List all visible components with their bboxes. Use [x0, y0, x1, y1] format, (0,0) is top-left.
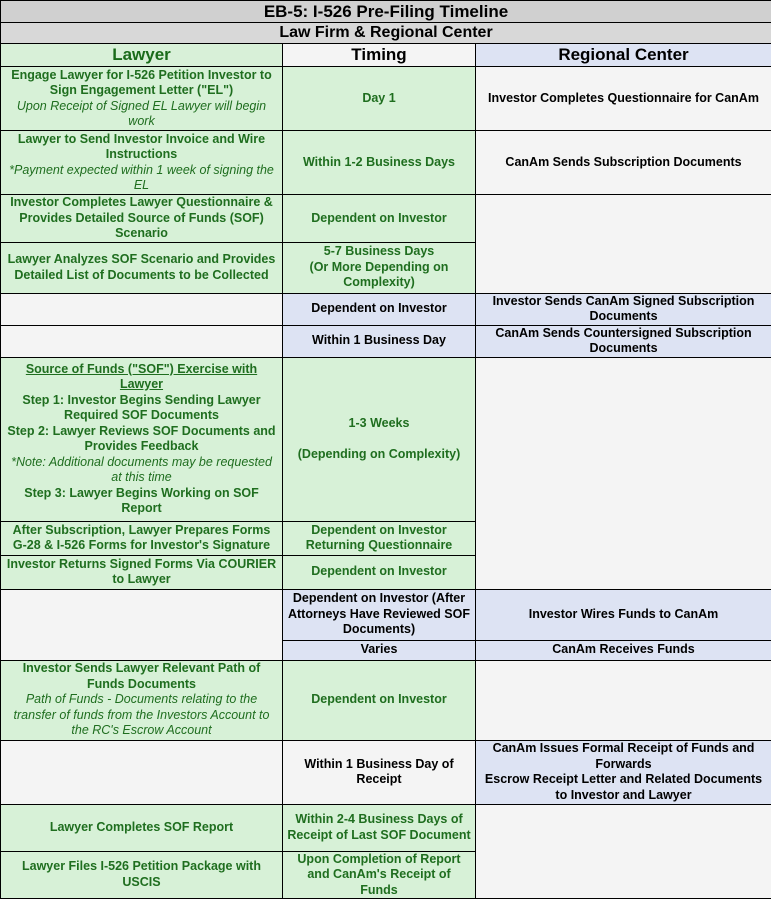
rc-cell: Investor Wires Funds to CanAm: [476, 589, 771, 640]
table-row: [1, 357, 771, 521]
table-row: [1, 660, 771, 740]
page-title: EB-5: I-526 Pre-Filing Timeline: [1, 1, 771, 23]
table-row: [1, 67, 771, 131]
lawyer-cell-empty: [1, 293, 283, 325]
lawyer-cell: After Subscription, Lawyer Prepares Forms G-28 & I-526 Forms for Investor's Signature: [1, 521, 283, 555]
timing-cell: Within 1 Business Day: [283, 325, 476, 357]
timing-cell: Dependent on Investor (After Attorneys Have Reviewed SOF Documents): [283, 589, 476, 640]
timing-cell: Dependent on Investor Returning Questionnaire: [283, 521, 476, 555]
lawyer-cell-empty: [1, 740, 283, 804]
timing-value: 5-7 Business Days: [323, 244, 435, 259]
lawyer-task: Investor Sends Lawyer Relevant Path of Funds Documents: [22, 661, 261, 691]
lawyer-note: Upon Receipt of Signed EL Lawyer will begin work: [16, 98, 267, 128]
timing-cell: Day 1: [283, 67, 476, 131]
timing-detail: (Depending on Complexity): [297, 446, 461, 461]
timing-cell: Varies: [283, 640, 476, 660]
timing-cell: [283, 357, 476, 521]
table-row: [1, 293, 771, 325]
sof-heading: Source of Funds ("SOF") Exercise with Lawyer: [25, 361, 258, 391]
table-row: [1, 740, 771, 804]
rc-cell: Investor Sends CanAm Signed Subscription Documents: [476, 293, 771, 325]
timing-cell: Within 1-2 Business Days: [283, 131, 476, 195]
lawyer-cell: Investor Returns Signed Forms Via COURIER to Lawyer: [1, 555, 283, 589]
lawyer-cell: [1, 242, 283, 293]
sof-step-3: Step 3: Lawyer Begins Working on SOF Report: [24, 485, 259, 515]
rc-cell-empty: [476, 660, 771, 740]
sof-step-1: Step 1: Investor Begins Sending Lawyer Required SOF Documents: [22, 392, 261, 422]
rc-task: CanAm Issues Formal Receipt of Funds and Forwards: [492, 741, 755, 771]
timing-cell: Dependent on Investor: [283, 555, 476, 589]
table-row: [1, 131, 771, 195]
timing-cell: Dependent on Investor: [283, 660, 476, 740]
lawyer-cell: [1, 131, 283, 195]
rc-cell: Investor Completes Questionnaire for CanAm: [476, 67, 771, 131]
lawyer-note: *Payment expected within 1 week of signing the EL: [9, 162, 274, 192]
rc-cell-empty: [476, 357, 771, 589]
timing-cell: Within 2-4 Business Days of Receipt of Last SOF Document: [283, 804, 476, 851]
lawyer-cell-empty: [1, 589, 283, 660]
page-subtitle: Law Firm & Regional Center: [1, 23, 771, 44]
table-row: [1, 195, 771, 243]
lawyer-task-detail: Detailed List of Documents to be Collected: [14, 267, 269, 282]
table-row: [1, 589, 771, 640]
rc-cell-empty: [476, 195, 771, 294]
lawyer-cell: Lawyer Files I-526 Petition Package with USCIS: [1, 851, 283, 899]
sof-step-2: Step 2: Lawyer Reviews SOF Documents and Provides Feedback: [7, 423, 276, 453]
timing-cell: Dependent on Investor: [283, 195, 476, 243]
lawyer-cell-empty: [1, 325, 283, 357]
lawyer-task: Lawyer Analyzes SOF Scenario and Provides: [7, 252, 276, 266]
lawyer-cell: [1, 357, 283, 521]
rc-cell: CanAm Receives Funds: [476, 640, 771, 660]
sof-note: *Note: Additional documents may be requested at this time: [11, 454, 272, 484]
header-regional-center: Regional Center: [476, 44, 771, 67]
lawyer-note: Path of Funds - Documents relating to the transfer of funds from the Investors Account to the RC's Escrow Account: [13, 692, 270, 738]
lawyer-cell: [1, 67, 283, 131]
timing-detail: (Or More Depending on Complexity): [309, 259, 449, 290]
timing-cell: Within 1 Business Day of Receipt: [283, 740, 476, 804]
lawyer-task: Lawyer to Send Investor Invoice and Wire Instructions: [17, 131, 266, 161]
rc-task-detail: Escrow Receipt Letter and Related Documents to Investor and Lawyer: [484, 772, 763, 802]
header-timing: Timing: [283, 44, 476, 67]
header-lawyer: Lawyer: [1, 44, 283, 67]
timing-cell: [283, 242, 476, 293]
rc-cell-empty: [476, 804, 771, 899]
table-row: [1, 325, 771, 357]
rc-cell: CanAm Sends Subscription Documents: [476, 131, 771, 195]
timing-cell: Dependent on Investor: [283, 293, 476, 325]
lawyer-task: Engage Lawyer for I-526 Petition Investor to Sign Engagement Letter ("EL"): [11, 67, 272, 97]
timing-cell: Upon Completion of Report and CanAm's Receipt of Funds: [283, 851, 476, 899]
lawyer-cell: Lawyer Completes SOF Report: [1, 804, 283, 851]
rc-cell: CanAm Sends Countersigned Subscription Documents: [476, 325, 771, 357]
rc-cell: [476, 740, 771, 804]
lawyer-cell: [1, 660, 283, 740]
timing-value: 1-3 Weeks: [348, 416, 410, 430]
table-row: [1, 804, 771, 851]
lawyer-cell: Investor Completes Lawyer Questionnaire & Provides Detailed Source of Funds (SOF) Scenario: [1, 195, 283, 243]
